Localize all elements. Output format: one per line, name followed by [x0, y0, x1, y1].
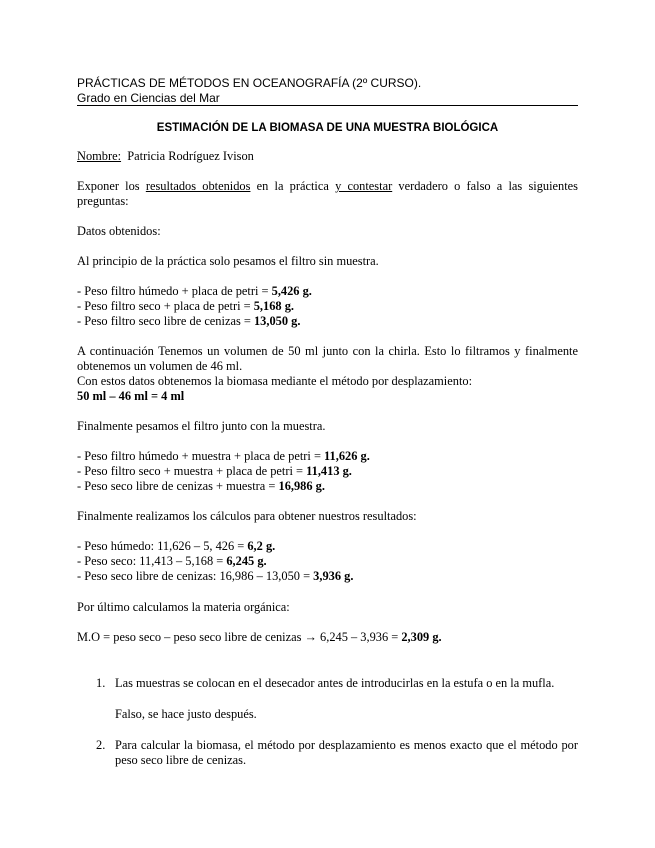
list-item: - Peso filtro seco libre de cenizas = 13,050 g. — [77, 314, 301, 328]
data-label: Datos obtenidos: — [77, 224, 161, 238]
question-text: Para calcular la biomasa, el método por desplazamiento es menos exacto que el método por peso seco libre de cenizas. — [115, 738, 578, 767]
intro-text-3: verdadero o falso a las siguientes preguntas: — [77, 179, 578, 208]
list-item: - Peso húmedo: 11,626 – 5, 426 = 6,2 g. — [77, 539, 276, 553]
biomass-volume-result: 50 ml – 46 ml = 4 ml — [77, 389, 185, 403]
document-header — [77, 76, 578, 106]
name-label: Nombre: — [77, 149, 122, 163]
paragraph-initial-weighing: Al principio de la práctica solo pesamos el filtro sin muestra. — [77, 254, 379, 268]
header-divider — [77, 105, 578, 106]
question-answer: Falso, se hace justo después. — [115, 707, 257, 721]
question-number: 1. — [96, 676, 106, 690]
organic-matter-formula: M.O = peso seco – peso seco libre de cenizas → 6,245 – 3,936 = 2,309 g. — [77, 630, 442, 644]
instructions-paragraph — [77, 179, 578, 209]
list-item: - Peso seco libre de cenizas: 16,986 – 13,050 = 3,936 g. — [77, 569, 354, 583]
question-number: 2. — [96, 738, 106, 752]
intro-text-1: Exponer los — [77, 179, 146, 193]
paragraph-method: Con estos datos obtenemos la biomasa mediante el método por desplazamiento: — [77, 374, 473, 388]
document-title: ESTIMACIÓN DE LA BIOMASA DE UNA MUESTRA BIOLÓGICA — [156, 122, 499, 134]
header-degree-line: Grado en Ciencias del Mar — [77, 91, 220, 105]
list-item: - Peso filtro húmedo + placa de petri = 5,426 g. — [77, 284, 312, 298]
paragraph-final-weighing: Finalmente pesamos el filtro junto con la muestra. — [77, 419, 326, 433]
list-item: - Peso seco libre de cenizas + muestra = 16,986 g. — [77, 479, 325, 493]
initial-weights-list — [77, 284, 578, 329]
paragraph-organic-matter: Por último calculamos la materia orgánica: — [77, 600, 290, 614]
paragraph-volume: A continuación Tenemos un volumen de 50 ml junto con la chirla. Esto lo filtramos y finalmente obtenemos un volumen de 46 ml. — [77, 344, 578, 373]
intro-text-2: en la práctica — [250, 179, 336, 193]
intro-underline-2: y contestar — [335, 179, 393, 193]
calculations-list — [77, 539, 578, 584]
header-course-line: PRÁCTICAS DE MÉTODOS EN OCEANOGRAFÍA (2º CURSO). — [77, 76, 422, 90]
question-text: Las muestras se colocan en el desecador antes de introducirlas en la estufa o en la mufla. — [115, 676, 555, 690]
intro-underline-1: resultados obtenidos — [145, 179, 251, 193]
student-name-line — [77, 149, 578, 164]
sample-weights-list — [77, 449, 578, 494]
list-item: - Peso filtro seco + muestra + placa de petri = 11,413 g. — [77, 464, 352, 478]
name-value: Patricia Rodríguez Ivison — [127, 149, 254, 163]
paragraph-calculations: Finalmente realizamos los cálculos para obtener nuestros resultados: — [77, 509, 417, 523]
list-item: - Peso filtro seco + placa de petri = 5,168 g. — [77, 299, 294, 313]
list-item: - Peso filtro húmedo + muestra + placa de petri = 11,626 g. — [77, 449, 370, 463]
list-item: - Peso seco: 11,413 – 5,168 = 6,245 g. — [77, 554, 267, 568]
